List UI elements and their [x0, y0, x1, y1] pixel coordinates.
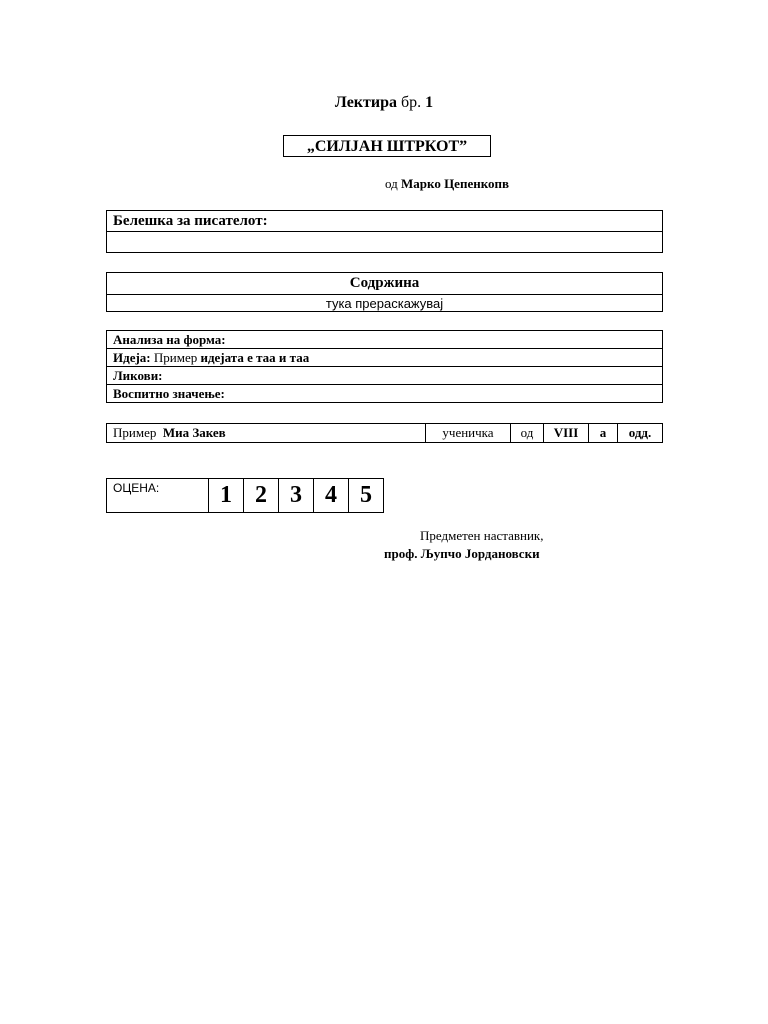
- author-name: Марко Цепенкопв: [401, 176, 510, 191]
- content-table: [106, 272, 663, 312]
- student-from: од: [511, 424, 544, 443]
- grade-option-3[interactable]: 3: [279, 479, 314, 513]
- page-title: [0, 94, 768, 112]
- teacher-role: Предметен наставник,: [420, 528, 544, 543]
- book-title-box: [283, 135, 491, 157]
- content-heading: Содржина: [107, 273, 663, 295]
- characters-row[interactable]: Ликови:: [107, 367, 663, 385]
- idea-label: Идеја:: [113, 349, 151, 365]
- grade-option-2[interactable]: 2: [244, 479, 279, 513]
- teacher-name: проф. Љупчо Јордановски: [384, 546, 540, 561]
- grade-option-4[interactable]: 4: [314, 479, 349, 513]
- title-middle: бр.: [396, 94, 426, 111]
- student-class-label: одд.: [618, 424, 663, 443]
- grade-table: [106, 478, 384, 513]
- student-name: Миа Закев: [162, 425, 226, 440]
- writer-note-label: Белешка за писателот:: [107, 211, 663, 232]
- student-table: [106, 423, 663, 443]
- student-section: а: [589, 424, 618, 443]
- title-prefix: Лектира: [334, 94, 397, 111]
- writer-note-field[interactable]: [107, 232, 663, 253]
- grade-option-1[interactable]: 1: [209, 479, 244, 513]
- idea-prefix: Пример: [150, 349, 201, 365]
- content-field[interactable]: тука прераскажувај: [107, 295, 663, 312]
- author-line: [385, 176, 509, 192]
- grade-label: ОЦЕНА:: [107, 479, 209, 513]
- idea-value: идејата е таа и таа: [200, 349, 310, 365]
- title-number: 1: [425, 94, 434, 111]
- student-prefix: Пример: [113, 425, 157, 440]
- grade-option-5[interactable]: 5: [349, 479, 384, 513]
- form-analysis-row[interactable]: Анализа на форма:: [107, 331, 663, 349]
- book-title: „СИЛЈАН ШТРКОТ”: [306, 138, 468, 155]
- moral-row[interactable]: Воспитно значење:: [107, 385, 663, 403]
- student-role: ученичка: [426, 424, 511, 443]
- idea-row[interactable]: [107, 349, 663, 367]
- student-name-cell[interactable]: [107, 424, 426, 443]
- author-prefix: од: [385, 176, 401, 191]
- analysis-table: [106, 330, 663, 403]
- writer-note-table: [106, 210, 663, 253]
- student-grade: VIII: [544, 424, 589, 443]
